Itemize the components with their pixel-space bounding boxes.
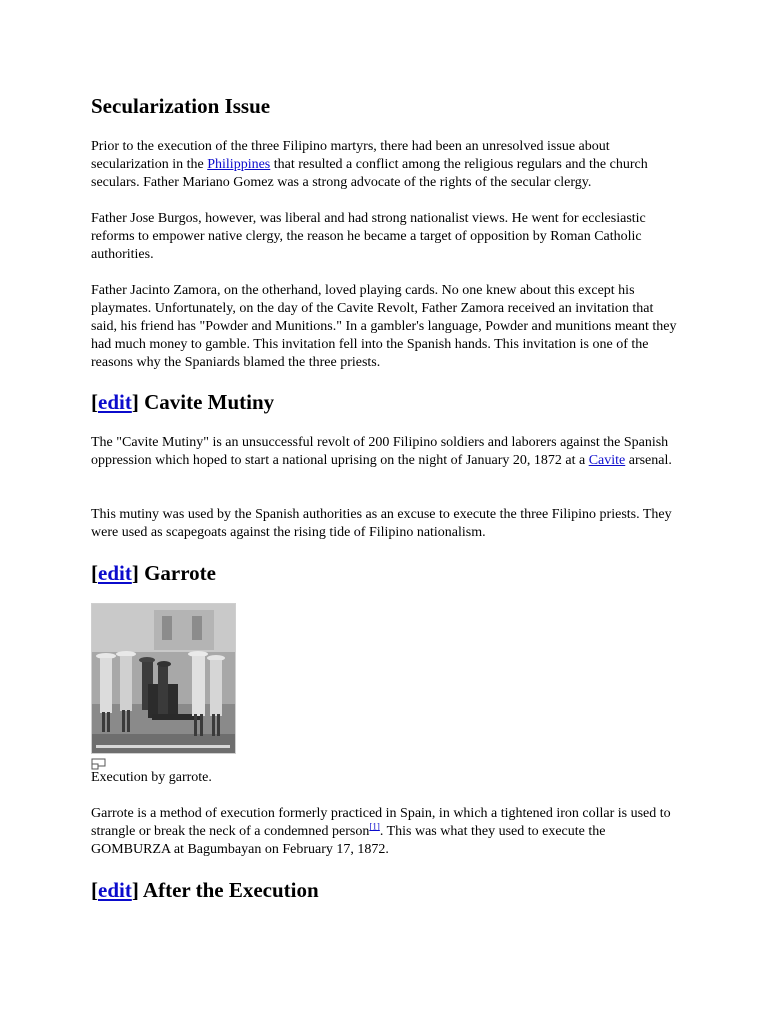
- photo-illustration: [92, 604, 235, 753]
- edit-link-after-the-execution[interactable]: edit: [98, 878, 132, 902]
- edit-link-cavite-mutiny[interactable]: edit: [98, 390, 132, 414]
- paragraph-cavite-1: The "Cavite Mutiny" is an unsuccessful revolt of 200 Filipino soldiers and laborers against the Spanish oppression which hoped to start a national uprising on the night of January 20, 1872 at a Cavite arsenal.: [91, 435, 672, 468]
- heading-secularization-issue: [91, 94, 270, 118]
- paragraph-secularization-2: Father Jose Burgos, however, was liberal and had strong nationalist views. He went for ecclesiastic reforms to empower native clergy, the reason he became a target of opposition by Roman Catholic authorities.: [91, 211, 646, 262]
- heading-text: Garrote: [144, 561, 216, 585]
- heading-text: Secularization Issue: [91, 94, 271, 118]
- paragraph-cavite-2: This mutiny was used by the Spanish authorities as an excuse to execute the three Filipino priests. They were used as scapegoats against the rising tide of Filipino nationalism.: [91, 507, 672, 540]
- edit-link-garrote[interactable]: edit: [98, 561, 132, 585]
- paragraph-garrote-1: Garrote is a method of execution formerly practiced in Spain, in which a tightened iron collar is used to strangle or break the neck of a condemned person[1]. This was what they used to execute the GOMBURZA at Bagumbayan on February 17, 1872.: [91, 806, 671, 857]
- link-philippines[interactable]: Philippines: [207, 157, 271, 172]
- heading-text: After the Execution: [142, 878, 319, 902]
- paragraph-secularization-3: Father Jacinto Zamora, on the otherhand, loved playing cards. No one knew about this except his playmates. Unfortunately, on the day of the Cavite Revolt, Father Zamora received an invitation that said, his friend has "Powder and Munitions." In a gambler's language, Powder and munitions meant they had much money to gamble. This invitation fell into the Spanish hands. This invitation is one of the reasons why the Spaniards blamed the three priests.: [91, 283, 677, 370]
- heading-text: Cavite Mutiny: [144, 390, 275, 414]
- garrote-execution-photo[interactable]: [91, 603, 236, 754]
- photo-caption: Execution by garrote.: [91, 770, 212, 785]
- heading-after-the-execution: [edit] After the Execution: [91, 878, 319, 902]
- enlarge-icon[interactable]: [91, 757, 107, 769]
- reference-link-1[interactable]: [1]: [369, 821, 380, 832]
- heading-garrote: [edit] Garrote: [91, 561, 216, 585]
- heading-cavite-mutiny: [edit] Cavite Mutiny: [91, 390, 275, 414]
- link-cavite[interactable]: Cavite: [588, 453, 626, 468]
- paragraph-secularization-1: Prior to the execution of the three Filipino martyrs, there had been an unresolved issue about secularization in the Philippines that resulted a conflict among the religious regulars and the church seculars. Father Mariano Gomez was a strong advocate of the rights of the secular clergy.: [91, 139, 648, 190]
